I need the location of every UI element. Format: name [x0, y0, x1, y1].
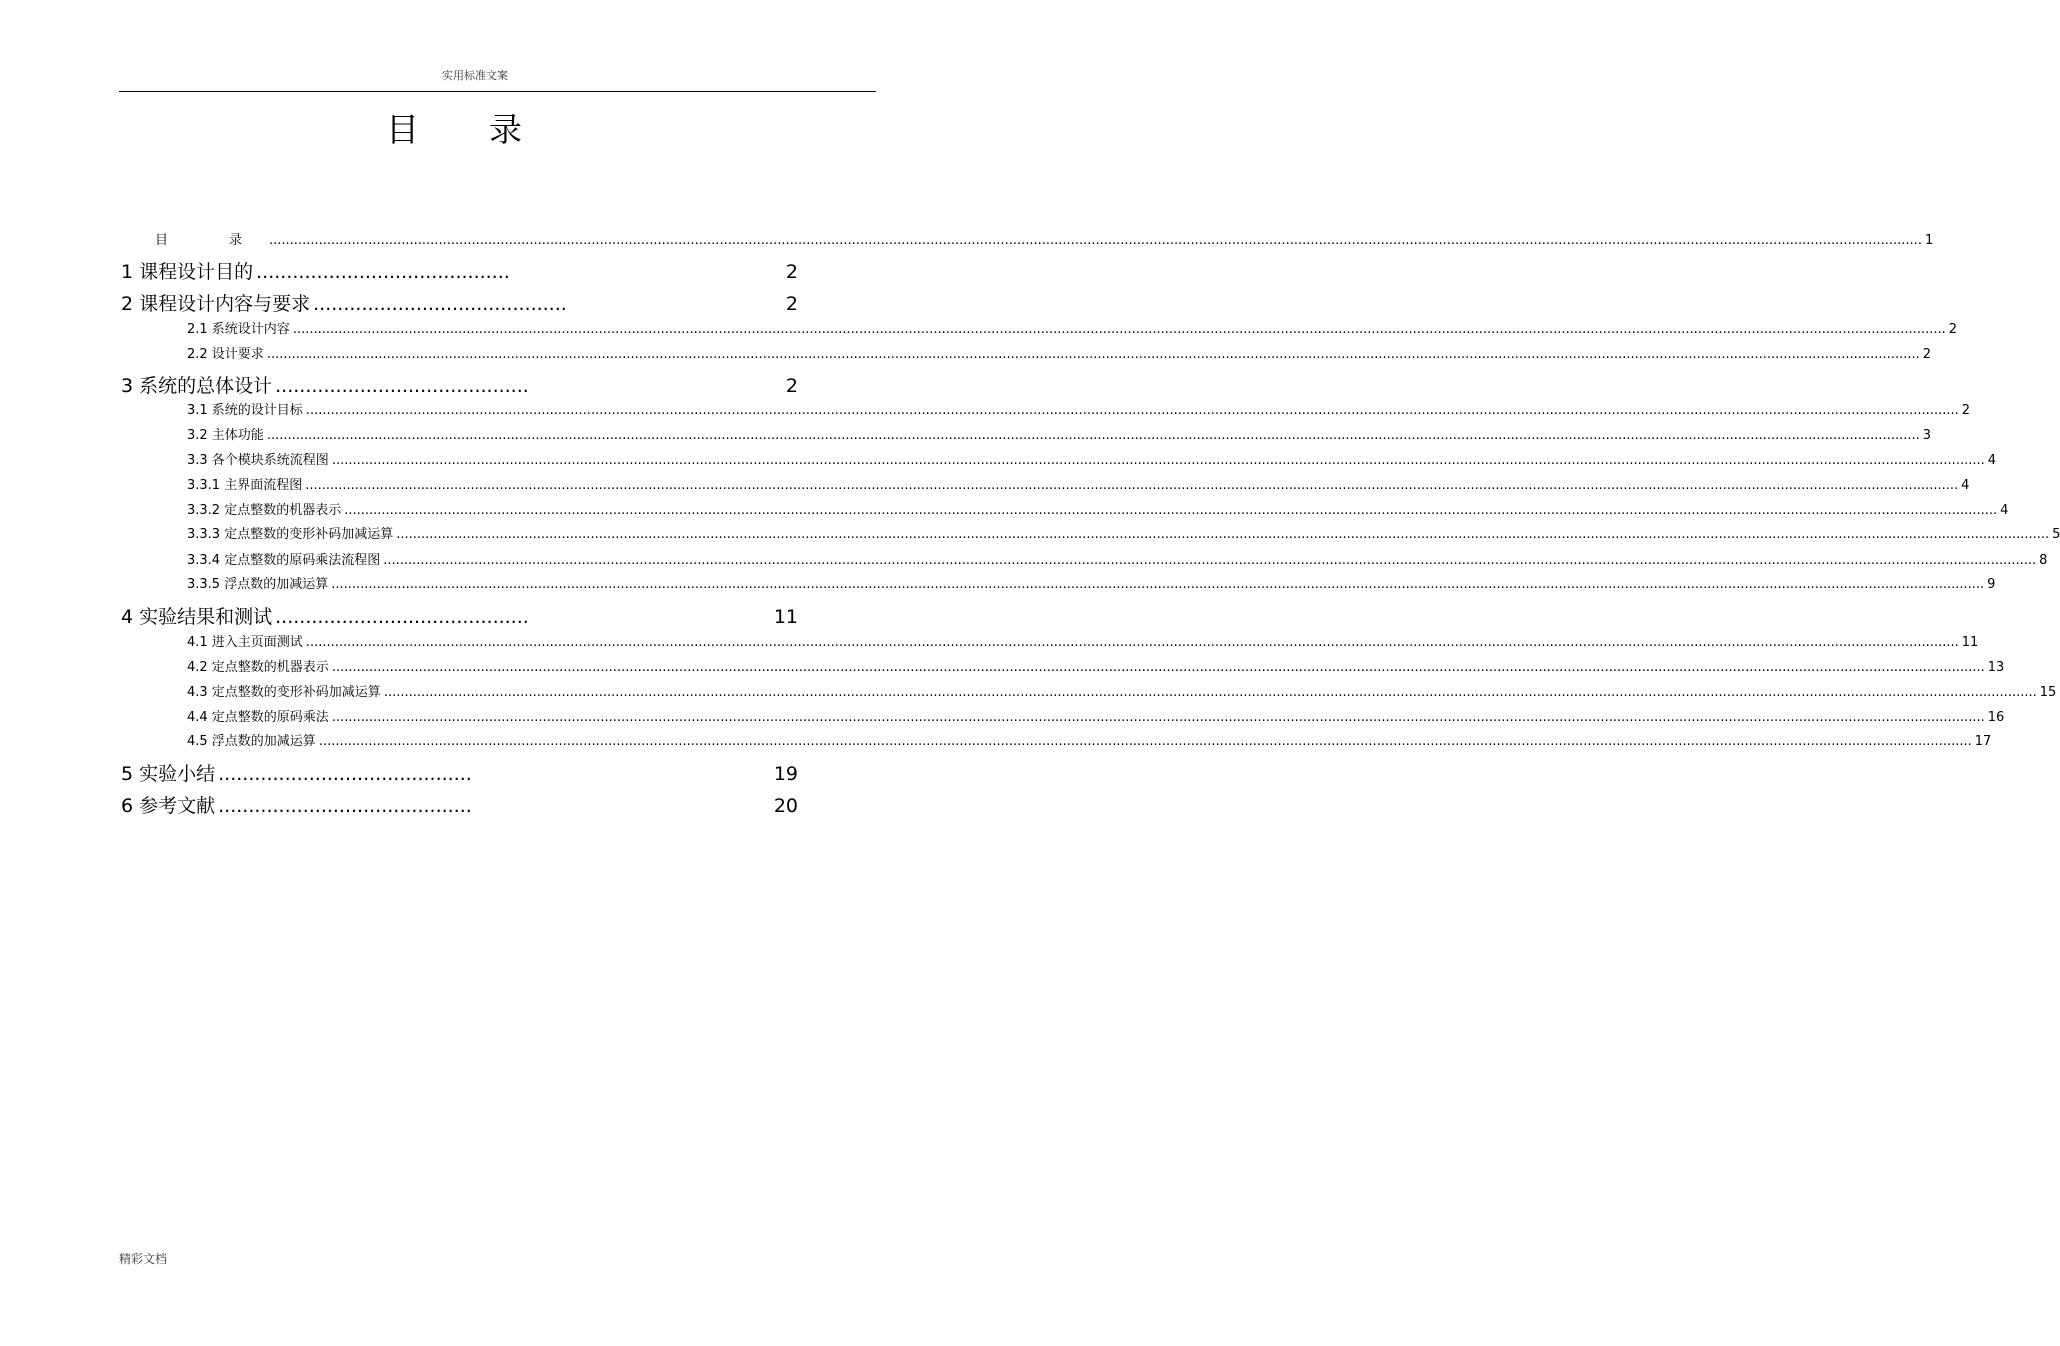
- toc-dot-leader: ..........................................: [256, 261, 510, 283]
- toc-entry-page: 4: [1961, 478, 1970, 493]
- toc-entry[interactable]: [187, 449, 1997, 468]
- toc-entry-label: 3.3 各个模块系统流程图: [187, 453, 329, 468]
- toc-entry-page: 2: [1922, 347, 1932, 362]
- toc-entry-label: 6 参考文献: [121, 795, 216, 817]
- toc-entry-page: 15: [2039, 685, 2057, 700]
- toc-entry-page: 17: [1974, 734, 1992, 749]
- running-header: 实用标准文案: [442, 69, 508, 82]
- toc-entry-page: 3: [1922, 428, 1932, 443]
- toc-entry-page: 20: [773, 795, 798, 817]
- page-footer: 精彩文档: [119, 1252, 168, 1266]
- toc-entry-page: 4: [2000, 503, 2009, 518]
- toc-entry[interactable]: [121, 371, 798, 398]
- toc-entry-label: 3.2 主体功能: [187, 428, 264, 443]
- toc-entry[interactable]: [121, 257, 798, 284]
- toc-entry[interactable]: [187, 706, 2005, 725]
- toc-entry-label: 2 课程设计内容与要求: [121, 293, 311, 315]
- toc-entry[interactable]: [187, 681, 2057, 700]
- toc-dot-leader: ................................................................................................................................................................................................................................................................................................................................................................................................................: [318, 734, 1972, 749]
- toc-entry-label: 4.2 定点整数的机器表示: [187, 660, 329, 675]
- toc-entry-label: 3.3.2 定点整数的机器表示: [187, 503, 342, 518]
- toc-entry[interactable]: [187, 343, 1932, 362]
- toc-dot-leader: ................................................................................................................................................................................................................................................................................................................................................................................................................: [331, 660, 1985, 675]
- toc-entry-page: 2: [785, 261, 798, 283]
- toc-entry-page: 4: [1987, 453, 1997, 468]
- toc-entry-page: 13: [1987, 660, 2005, 675]
- toc-dot-leader: ..........................................: [313, 293, 567, 315]
- toc-dot-leader: ................................................................................................................................................................................................................................................................................................................................................................................................................: [383, 685, 2037, 700]
- toc-entry-label: 2.2 设计要求: [187, 347, 264, 362]
- toc-dot-leader: ................................................................................................................................................................................................................................................................................................................................................................................................................: [266, 428, 1920, 443]
- toc-entry-label: 4.1 进入主页面测试: [187, 635, 303, 650]
- toc-entry[interactable]: [187, 730, 1992, 749]
- toc-entry[interactable]: [121, 602, 798, 629]
- toc-entry[interactable]: [187, 549, 2048, 568]
- toc-dot-leader: ................................................................................................................................................................................................................................................................................................................................................................................................................: [305, 403, 1959, 418]
- toc-dot-leader: ................................................................................................................................................................................................................................................................................................................................................................................................................: [331, 453, 1985, 468]
- toc-entry[interactable]: [155, 229, 1934, 248]
- toc-entry-label: 3.3.5 浮点数的加减运算: [187, 577, 329, 592]
- toc-entry[interactable]: [121, 289, 798, 316]
- toc-entry-label: 3.3.1 主界面流程图: [187, 478, 303, 493]
- toc-entry-label: 4.4 定点整数的原码乘法: [187, 710, 329, 725]
- toc-entry[interactable]: [121, 791, 798, 818]
- toc-entry-page: 9: [1987, 577, 1996, 592]
- toc-dot-leader: ................................................................................................................................................................................................................................................................................................................................................................................................................: [305, 635, 1959, 650]
- header-rule: [119, 91, 876, 92]
- toc-entry[interactable]: [187, 474, 1970, 493]
- toc-entry-label: 3.3.4 定点整数的原码乘法流程图: [187, 553, 381, 568]
- toc-entry-label: 1 课程设计目的: [121, 261, 254, 283]
- toc-dot-leader: ................................................................................................................................................................................................................................................................................................................................................................................................................: [305, 478, 1959, 493]
- toc-dot-leader: ................................................................................................................................................................................................................................................................................................................................................................................................................: [292, 322, 1946, 337]
- toc-entry[interactable]: [187, 318, 1958, 337]
- toc-dot-leader: ..........................................: [218, 763, 472, 785]
- toc-entry-page: 2: [785, 375, 798, 397]
- toc-entry-page: 1: [1924, 233, 1934, 248]
- toc-entry-label: 目 录: [155, 233, 267, 248]
- toc-dot-leader: ..........................................: [218, 795, 472, 817]
- toc-entry[interactable]: [187, 499, 2009, 518]
- toc-dot-leader: ................................................................................................................................................................................................................................................................................................................................................................................................................: [331, 710, 1985, 725]
- toc-entry-label: 4.5 浮点数的加减运算: [187, 734, 316, 749]
- toc-dot-leader: ..........................................: [275, 375, 529, 397]
- toc-entry[interactable]: [187, 631, 1979, 650]
- toc-entry-page: 5: [2052, 527, 2060, 542]
- toc-entry-label: 2.1 系统设计内容: [187, 322, 290, 337]
- toc-entry-label: 3 系统的总体设计: [121, 375, 273, 397]
- toc-entry-page: 11: [773, 606, 798, 628]
- toc-entry-page: 2: [785, 293, 798, 315]
- toc-entry[interactable]: [187, 523, 2060, 542]
- toc-dot-leader: ................................................................................................................................................................................................................................................................................................................................................................................................................: [331, 577, 1985, 592]
- toc-entry-page: 11: [1961, 635, 1979, 650]
- toc-dot-leader: ................................................................................................................................................................................................................................................................................................................................................................................................................: [344, 503, 1998, 518]
- toc-entry-label: 4 实验结果和测试: [121, 606, 273, 628]
- toc-entry-page: 16: [1987, 710, 2005, 725]
- toc-entry[interactable]: [187, 656, 2005, 675]
- toc-entry[interactable]: [187, 573, 1996, 592]
- toc-entry-label: 3.3.3 定点整数的变形补码加减运算: [187, 527, 394, 542]
- toc-entry[interactable]: [187, 399, 1971, 418]
- toc-dot-leader: ................................................................................................................................................................................................................................................................................................................................................................................................................: [383, 553, 2037, 568]
- toc-entry-page: 2: [1948, 322, 1958, 337]
- toc-entry[interactable]: [187, 424, 1932, 443]
- toc-entry-page: 2: [1961, 403, 1971, 418]
- toc-entry-page: 19: [773, 763, 798, 785]
- toc-dot-leader: ................................................................................................................................................................................................................................................................................................................................................................................................................: [266, 347, 1920, 362]
- toc-entry-label: 3.1 系统的设计目标: [187, 403, 303, 418]
- toc-dot-leader: ................................................................................................................................................................................................................................................................................................................................................................................................................: [269, 233, 1922, 248]
- toc-dot-leader: ..........................................: [275, 606, 529, 628]
- toc-entry[interactable]: [121, 759, 798, 786]
- page-title: 目录: [386, 110, 592, 149]
- toc-entry-label: 4.3 定点整数的变形补码加减运算: [187, 685, 381, 700]
- toc-entry-label: 5 实验小结: [121, 763, 216, 785]
- toc-entry-page: 8: [2039, 553, 2048, 568]
- toc-dot-leader: ................................................................................................................................................................................................................................................................................................................................................................................................................: [396, 527, 2050, 542]
